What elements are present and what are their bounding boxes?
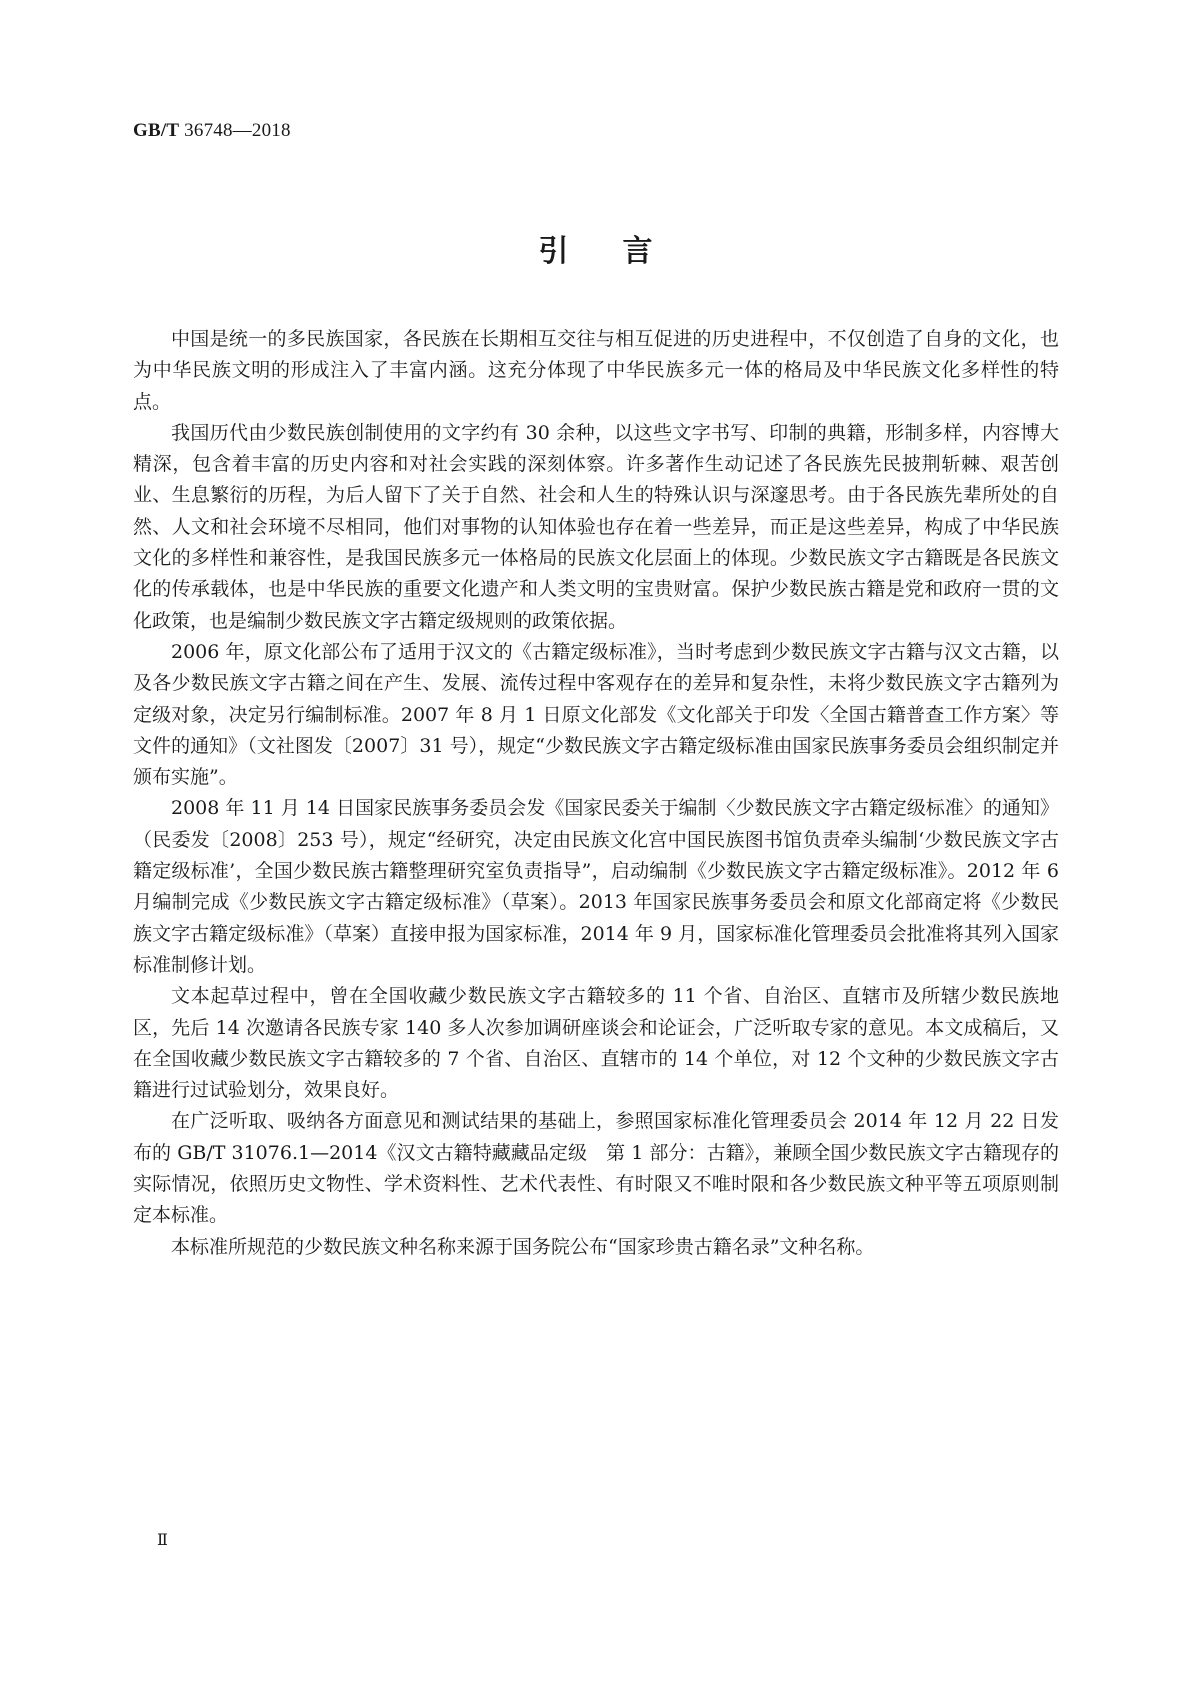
standard-code-number: 36748—2018 xyxy=(184,120,291,141)
paragraph: 文本起草过程中，曾在全国收藏少数民族文字古籍较多的 11 个省、自治区、直辖市及所辖少数民族地区，先后 14 次邀请各民族专家 140 多人次参加调研座谈会和论证会，广泛听取专家的意见。本文成稿后，又在全国收藏少数民族文字古籍较多的 7 个省、自治区、直辖市的 14 个单位，对 12 个文种的少数民族文字古籍进行过试验划分，效果良好。 xyxy=(133,985,1059,1102)
standard-code-prefix: GB/T xyxy=(133,120,180,141)
paragraph: 2008 年 11 月 14 日国家民族事务委员会发《国家民委关于编制〈少数民族文字古籍定级标准〉的通知》（民委发〔2008〕253 号），规定“经研究，决定由民族文化宫中国民族图书馆负责牵头编制‘少数民族文字古籍定级标准’，全国少数民族古籍整理研究室负责指导”，启动编制《少数民族文字古籍定级标准》。2012 年 6 月编制完成《少数民族文字古籍定级标准》（草案）。2013 年国家民族事务委员会和原文化部商定将《少数民族文字古籍定级标准》（草案）直接申报为国家标准，2014 年 9 月，国家标准化管理委员会批准将其列入国家标准制修计划。 xyxy=(133,797,1059,976)
paragraph: 我国历代由少数民族创制使用的文字约有 30 余种，以这些文字书写、印制的典籍，形制多样，内容博大精深，包含着丰富的历史内容和对社会实践的深刻体察。许多著作生动记述了各民族先民披荆斩棘、艰苦创业、生息繁衍的历程，为后人留下了关于自然、社会和人生的特殊认识与深邃思考。由于各民族先辈所处的自然、人文和社会环境不尽相同，他们对事物的认知体验也存在着一些差异，而正是这些差异，构成了中华民族文化的多样性和兼容性，是我国民族多元一体格局的民族文化层面上的体现。少数民族文字古籍既是各民族文化的传承载体，也是中华民族的重要文化遗产和人类文明的宝贵财富。保护少数民族古籍是党和政府一贯的文化政策，也是编制少数民族文字古籍定级规则的政策依据。 xyxy=(133,421,1059,632)
page-number: Ⅱ xyxy=(157,1532,168,1549)
page-title: 引言 xyxy=(538,234,707,269)
paragraph: 本标准所规范的少数民族文种名称来源于国务院公布“国家珍贵古籍名录”文种名称。 xyxy=(171,1235,875,1258)
standard-code xyxy=(133,120,291,142)
introduction-body xyxy=(133,324,1059,1263)
paragraph: 中国是统一的多民族国家，各民族在长期相互交往与相互促进的历史进程中，不仅创造了自身的文化，也为中华民族文明的形成注入了丰富内涵。这充分体现了中华民族多元一体的格局及中华民族文化多样性的特点。 xyxy=(133,328,1059,413)
paragraph: 在广泛听取、吸纳各方面意见和测试结果的基础上，参照国家标准化管理委员会 2014 年 12 月 22 日发布的 GB/T 31076.1—2014《汉文古籍特藏藏品定级 第 1 部分：古籍》，兼顾全国少数民族文字古籍现存的实际情况，依照历史文物性、学术资料性、艺术代表性、有时限又不唯时限和各少数民族文种平等五项原则制定本标准。 xyxy=(133,1110,1059,1227)
paragraph: 2006 年，原文化部公布了适用于汉文的《古籍定级标准》，当时考虑到少数民族文字古籍与汉文古籍，以及各少数民族文字古籍之间在产生、发展、流传过程中客观存在的差异和复杂性，未将少数民族文字古籍列为定级对象，决定另行编制标准。2007 年 8 月 1 日原文化部发《文化部关于印发〈全国古籍普查工作方案〉等文件的通知》（文社图发〔2007〕31 号），规定“少数民族文字古籍定级标准由国家民族事务委员会组织制定并颁布实施”。 xyxy=(133,640,1059,789)
